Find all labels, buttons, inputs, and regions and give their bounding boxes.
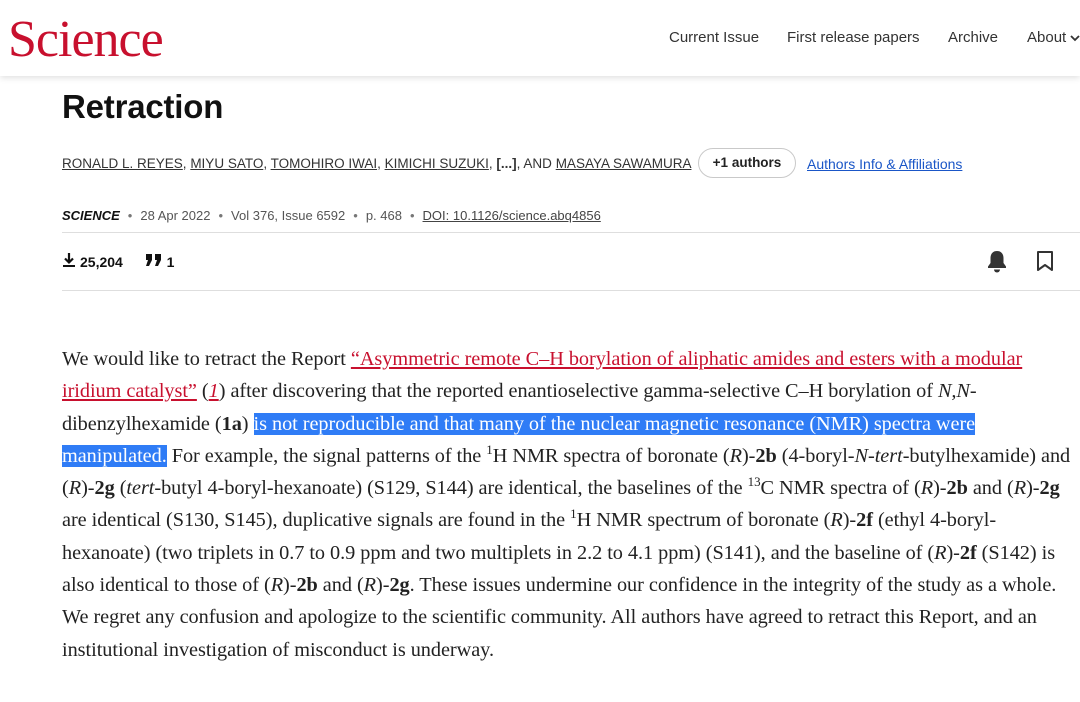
body-text: For example, the signal patterns of the <box>166 444 487 467</box>
compound-label: 2f <box>959 541 977 564</box>
body-text: -dibenzylhexamide ( <box>62 380 977 435</box>
reference-link[interactable]: 1 <box>208 380 219 403</box>
chevron-down-icon <box>1070 33 1080 45</box>
body-text: - <box>868 444 875 467</box>
download-count: 25,204 <box>80 253 123 270</box>
body-text: tert <box>874 444 903 467</box>
compound-label: 2g <box>1039 477 1060 500</box>
divider <box>62 232 1080 233</box>
body-text: R <box>363 574 377 597</box>
compound-label: 2b <box>946 477 968 500</box>
body-text: (S142) is also identical to those of ( <box>62 541 1056 597</box>
page-number: p. 468 <box>365 208 402 223</box>
compound-label: 2b <box>296 574 318 597</box>
body-text: . These issues undermine our confidence in the integrity of the study as a whole. We regret any confusion and apologize to the scientific community. All authors have agreed to retract this Report, and an institutional investigation of misconduct is underway. <box>62 574 1057 661</box>
bell-icon[interactable] <box>986 249 1008 278</box>
body-text: R <box>729 444 742 467</box>
superscript: 13 <box>747 474 761 490</box>
compound-label: 2g <box>94 477 115 500</box>
download-icon[interactable] <box>62 252 76 271</box>
body-text: R <box>270 574 284 597</box>
body-text: (ethyl 4-boryl-hexanoate) (two triplets in 0.7 to 0.9 ppm and two multiplets in 2.2 to 4.1 ppm) (S141), and the baseline of ( <box>62 509 997 564</box>
compound-label: 1a <box>221 412 242 435</box>
affiliations-link[interactable]: Authors Info & Affiliations <box>807 156 963 172</box>
more-authors-button[interactable]: +1 authors <box>698 148 796 178</box>
body-text: R <box>68 477 82 500</box>
author-link[interactable]: TOMOHIRO IWAI <box>270 156 378 171</box>
superscript: 1 <box>486 441 493 457</box>
volume-issue[interactable]: Vol 376, Issue 6592 <box>231 208 346 223</box>
body-text: )- <box>81 477 95 500</box>
author-link[interactable]: RONALD L. REYES <box>62 156 183 171</box>
body-text: )- <box>946 541 960 564</box>
nav-first-release[interactable]: First release papers <box>787 29 920 46</box>
nav-archive[interactable]: Archive <box>948 29 999 46</box>
author-link[interactable]: MIYU SATO <box>190 156 264 171</box>
report-link[interactable]: “Asymmetric remote C–H borylation of aliphatic amides and esters with a modular iridium catalyst” <box>62 348 1023 403</box>
body-text: )- <box>376 574 390 597</box>
authors-ellipsis[interactable]: [...] <box>496 156 517 171</box>
bookmark-icon[interactable] <box>1036 250 1054 277</box>
body-text: ) after discovering that the reported enantioselective gamma-selective C–H borylation of <box>218 380 938 403</box>
article-metrics <box>62 252 174 271</box>
body-text: R <box>934 541 947 564</box>
superscript: 1 <box>570 506 577 522</box>
body-text: are identical (S130, S145), duplicative signals are found in the <box>62 509 571 532</box>
body-text: )- <box>1026 477 1040 500</box>
body-paragraph <box>62 343 1072 666</box>
body-text: N,N <box>937 380 970 403</box>
body-text: ) <box>241 412 254 435</box>
publish-date: 28 Apr 2022 <box>140 208 211 223</box>
nav-about-label: About <box>1027 29 1067 46</box>
body-text: (4-boryl- <box>776 444 855 467</box>
body-text: We would like to retract the Report <box>62 348 351 370</box>
article-meta: SCIENCE • 28 Apr 2022 • Vol 376, Issue 6592 • p. 468 • DOI: 10.1126/science.abq4856 <box>62 208 601 223</box>
authors-and: AND <box>523 156 552 171</box>
nav-about[interactable] <box>1027 29 1080 46</box>
compound-label: 2f <box>856 509 873 532</box>
divider <box>62 290 1080 291</box>
body-text: R <box>1013 477 1027 500</box>
compound-label: 2b <box>755 444 777 467</box>
body-text: )- <box>933 477 947 500</box>
body-text: tert <box>126 477 155 500</box>
author-link[interactable]: KIMICHI SUZUKI <box>384 156 489 171</box>
body-text: )- <box>741 444 756 467</box>
citation-count: 1 <box>166 253 175 270</box>
body-text: R <box>830 509 843 532</box>
science-logo[interactable]: Science <box>8 11 163 68</box>
body-text: -butyl 4-boryl-hexanoate) (S129, S144) are identical, the baselines of the <box>154 477 748 500</box>
site-header <box>0 0 1080 76</box>
selected-text[interactable]: is not reproducible and that many of the nuclear magnetic resonance (NMR) spectra were manipulated. <box>62 412 976 467</box>
body-text: R <box>920 477 934 500</box>
body-text: H NMR spectra of boronate ( <box>492 444 730 467</box>
article-body <box>62 343 1072 666</box>
body-text: N <box>854 444 868 467</box>
page-title: Retraction <box>62 88 224 125</box>
body-text: ( <box>196 380 209 403</box>
compound-label: 2g <box>389 574 410 597</box>
body-text: )- <box>842 509 857 532</box>
doi-link[interactable]: DOI: 10.1126/science.abq4856 <box>422 208 601 223</box>
journal-name[interactable]: SCIENCE <box>62 208 120 223</box>
body-text: C NMR spectra of ( <box>760 477 921 500</box>
author-list: RONALD L. REYES, MIYU SATO, TOMOHIRO IWAI, KIMICHI SUZUKI, [...], AND MASAYA SAWAMURA <box>62 156 692 171</box>
nav-current-issue[interactable]: Current Issue <box>669 29 760 46</box>
quote-icon[interactable] <box>145 253 163 270</box>
body-text: and ( <box>317 574 364 597</box>
body-text: )- <box>283 574 297 597</box>
body-text: and ( <box>967 477 1014 500</box>
body-text: H NMR spectrum of boronate ( <box>576 509 831 532</box>
body-text: ( <box>114 477 127 500</box>
body-text: -butylhexamide) and ( <box>62 444 1071 500</box>
author-link[interactable]: MASAYA SAWAMURA <box>555 156 692 171</box>
